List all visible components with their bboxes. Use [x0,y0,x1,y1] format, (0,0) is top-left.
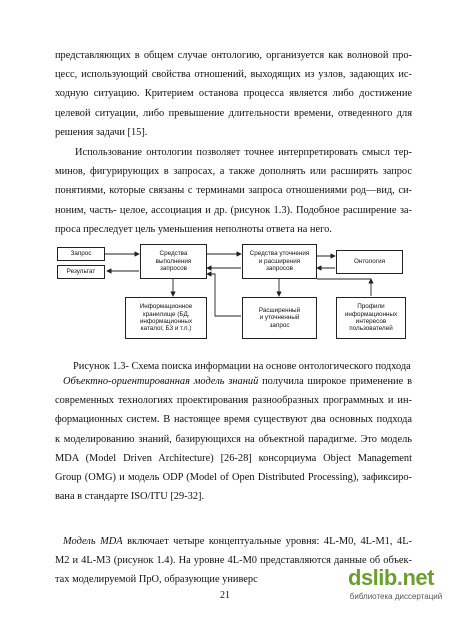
text-line: тах моделируемой ПрО, образующие универс [55,574,258,586]
extended-query-line: запрос [269,321,290,329]
text-line: целевой ситуации, либо превышение длительности времени, отведенного для [55,107,412,119]
refinement-line: запросов [266,265,293,273]
user-profiles-line: пользователей [349,325,393,333]
user-profiles-line: информационных [344,310,398,318]
text-line: минов, фигурирующих в запросах, а также дополнять или расширять запрос [55,166,412,178]
text-line [55,372,412,391]
user-profiles-line: интересов [355,318,387,325]
refinement-line: Средства уточнения [249,250,310,258]
text-line: представляющих в общем случае онтологию, организуется как волновой про- [55,50,412,61]
text-line: понятиями, которые связаны с терминами запроса отношениями род—вид, си- [55,185,412,197]
storage-line: информационных [139,318,193,325]
dslib-watermark [348,566,444,614]
paragraph-1 [55,46,412,142]
storage-line: каталог, Б3 и т.п.) [140,325,192,333]
watermark-subtitle: библиотека диссертаций [349,592,443,601]
text-line: MDA (Model Driven Architecture) [26-28] консорциума Object Management [55,452,412,464]
text-span: включает четыре концептуальные уровня: 4L-M0, 4L-M1, 4L- [122,536,413,547]
query-execution-box [140,244,207,279]
text-line: современных технологиях проектирования разнообразных программных и ин- [55,395,412,407]
text-line: к моделированию знаний, базирующихся на объектной парадигме. Это модель [55,433,412,445]
information-storage-box [125,297,207,339]
extended-query-line: Расширенный [258,306,301,314]
italic-term: Объектно-ориентированная модель знаний [63,376,259,387]
italic-term: Модель MDA [63,536,123,547]
text-line: M2 и 4L-M3 (рисунок 1.4). На уровне 4L-M0 представляются данные об объек- [55,555,412,567]
query-label: Запрос [70,250,92,258]
text-line: проса преследует цель уменьшения неполноты ответа на него. [55,223,332,235]
result-label: Результат [66,268,96,276]
ontology-search-diagram [55,238,415,348]
query-execution-line: Средства [159,250,188,258]
query-execution-line: запросов [160,265,187,273]
user-profiles-box [336,297,406,339]
text-line: формационных систем. В настоящее время существуют два основных подхода [55,414,412,426]
text-line: Использование онтологии позволяет точнее интерпретировать смысл тер- [75,147,412,158]
logo-main: dslib [348,565,397,590]
dslib-logo [348,566,444,590]
figure-caption: Рисунок 1.3- Схема поиска информации на основе онтологического подхода [73,361,411,372]
refinement-line: и расширения [258,257,301,265]
result-box [57,265,105,279]
text-line: ходную ситуацию. Критерием останова процесса является либо достижение [55,88,412,100]
query-refinement-box [242,244,317,279]
paragraph-2 [55,143,412,239]
ontology-label: Онтология [353,258,386,266]
text-line: вана в стандарте ISO/ITU [29-32]. [55,491,205,503]
user-profiles-line: Профили [357,303,385,311]
text-span: получила широкое применение в [258,376,412,387]
storage-line: хранилище (БД, [142,310,190,318]
text-line: Group (OMG) и модель ODP (Model of Open Distributed Processing), зафиксиро- [55,472,412,484]
ontology-box [336,250,403,274]
text-line [55,532,412,551]
logo-dot: . [396,565,403,590]
paragraph-3 [55,372,412,506]
text-line: ноним, часть- целое, ассоциация и др. (рисунок 1.3). Подобное расширение за- [55,204,412,216]
extended-query-line: и уточненный [259,314,300,322]
query-execution-line: выполнения [155,257,192,265]
extended-query-box [242,297,317,339]
page-number: 21 [220,590,230,601]
storage-line: Информационное [139,303,193,311]
logo-tld: net [402,565,434,590]
text-line: решения задачи [15]. [55,126,148,138]
query-box [57,247,105,261]
text-line: цесс, использующий свойства отношений, выходящих из узлов, задающих ис- [55,69,412,81]
